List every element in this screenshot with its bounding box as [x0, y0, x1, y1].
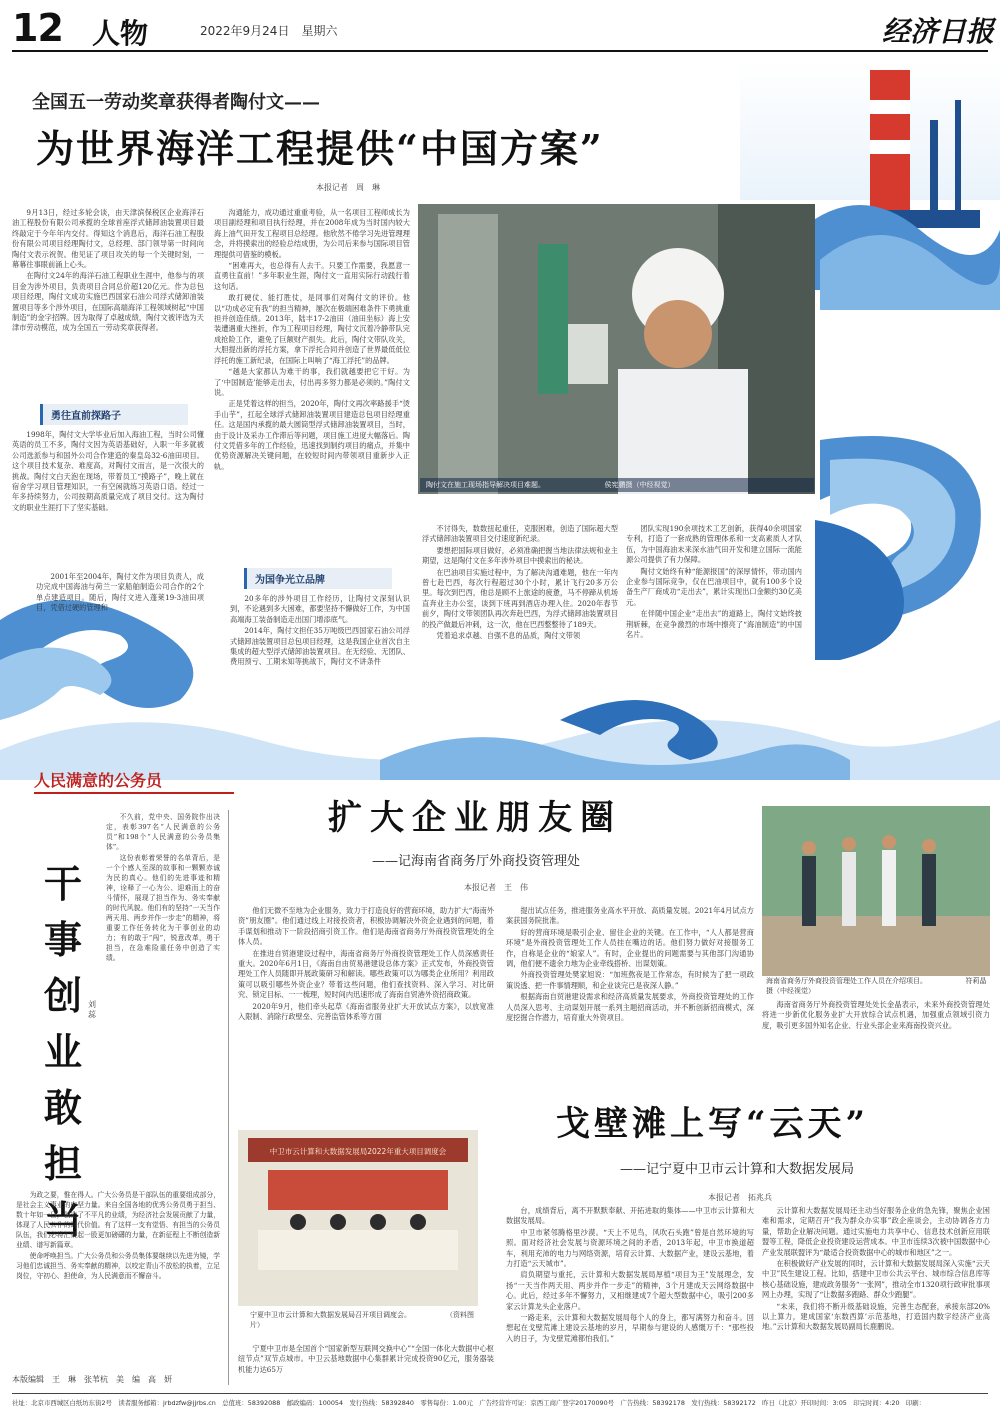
paragraph: 宁夏中卫市是全国首个“国家新型互联网交换中心”“全国一体化大数据中心枢纽节点”双节点城市。中卫云基地数据中心集群累计完成投资90亿元，服务器装机能力达65万 — [238, 1344, 494, 1374]
paragraph: 云计算和大数据发展局还主动当好服务企业的急先锋，聚焦企业困难和需求，定期召开“我为群众办实事”政企座谈会，主动协调各方力量，帮助企业解决问题。通过实施电力共享中心、信息技术创新应用联盟等工程，降低企业投资建设运营成本。中卫市连续3次被中国数据中心产业发展联盟评为“最适合投资数据中心的城市和地区”之一。 — [762, 1206, 990, 1257]
paragraph: 2014年，陶付文担任35万吨级巴西国家石油公司浮式储卸油装置项目总包项目经理，这是我国企业首次自主集成的超大型浮式储卸油装置项目。在无经验、无团队、费用预亏、工期未知等挑战下，陶付文不讲条件 — [230, 626, 410, 667]
paragraph: 陶付文始终有种“能源报国”的深厚情怀，带动国内企业参与国际竞争，仅在巴油项目中，就有100多个设备生产厂商成功“走出去”，累计实现出口金额约30亿美元。 — [626, 566, 802, 607]
article3-title: 扩大企业朋友圈 — [328, 798, 622, 838]
article1-byline: 本报记者 周 琳 — [316, 183, 380, 192]
paragraph: 在伴随中国企业“走出去”的道路上，陶付文始终披荆斩棘，在竞争激烈的市场中擦亮了“海油制造”的中国名片。 — [626, 609, 802, 640]
paragraph: 不讨得失，数数扭起重任，克服困难，创造了国际超大型浮式储卸油装置项目交付速度新纪录。 — [422, 524, 618, 544]
paragraph: 中卫市紧邻腾格里沙漠。“天上不见鸟，风吹石头跑”曾是自然环境的写照。面对经济社会发展与资源环境之间的矛盾，2013年起，中卫市换道超车，利用充沛的电力与网络资源，培育云计算、大数据产业，建设云基地，着力打造“云天城市”。 — [506, 1227, 754, 1269]
article1-col3 — [422, 524, 618, 696]
article1-col2 — [214, 208, 410, 544]
article1-kicker: 全国五一劳动奖章获得者陶付文—— — [32, 92, 320, 113]
article1-col1-intro — [12, 208, 204, 398]
article4-col1 — [506, 1206, 754, 1388]
article1-col1-body2 — [36, 572, 204, 676]
photo-banner-text: 中卫市云计算和大数据发展局2022年重大项目调度会 — [269, 1147, 447, 1156]
paragraph: 正是凭着这样的担当，2020年，陶付文再次率路援手“烫手山芋”，扛起全球浮式储卸油装置项目建造总包项目经理重任。这是国内承揽的最大圆筒型浮式储卸油装置项目，当时，由于设计及采办工作滞后等问题，项目施工进度大幅落后。陶付文凭借多年的工作经验，迅速找到制约项目的痛点，并集中优势资源解决关键问题，在较短时间内带领项目重新步入正轨。 — [214, 399, 410, 471]
paragraph: 肩负期望与重托，云计算和大数据发展局厚植“项目为王”发展理念，发扬“一天当作两天用、两步并作一步走”的精神，3个月建成天云网络数据中心。此后，经过多年不懈努力，又相继建成7个超大型数据中心，吸引200多家云计算龙头企业落户。 — [506, 1270, 754, 1311]
paragraph: 不久前，党中央、国务院作出决定，表彰397名“人民满意的公务员”和198个“人民满意的公务员集体”。 — [106, 813, 220, 851]
issue-date: 2022年9月24日 星期六 — [200, 24, 338, 38]
paragraph: 要想把国际项目做好，必须准确把握当地法律法规和业主期望，这是陶付文在多年涉外项目中摸索出的秘诀。 — [422, 545, 618, 566]
paragraph: 外商投资管理处樊家旭说：“加班熬夜是工作常态，有时候为了把一项政策说透、把一件事情理顺，和企业谈完已是夜深人静。” — [506, 970, 754, 990]
footer-info: 社址：北京市西城区白纸坊东街2号 读者服务邮箱：jrbdzfw@jjrbs.cn 总值班：58392088 邮政编码：100054 发行热线：58392840 零售每份：1.00元 广告经营许可证：京西工商广登字20170090号 广告热线：58392178 发行热线：58392172 昨日（北京）开印时间：3:05 印完时间：4:20 印刷： — [12, 1399, 926, 1407]
paragraph: 在巴油项目实施过程中，为了解决沟通难题，他在一年内曾七赴巴西，每次行程超过30个小时，累计飞行20多万公里。每次到巴西，他总是顾不上旅途的疲惫，马不停蹄从机场直奔业主办公室，谈到下班再到酒店办理入住。2020年春节前夕，陶付文带领团队再次奔赴巴西，为浮式储卸油装置项目的投产做最后冲刺，这一次，他在巴西整整待了189天。 — [422, 567, 618, 629]
page-number: 12 — [12, 6, 63, 50]
article2-vertical-title: 干事创业敢担当 — [44, 861, 83, 1242]
paragraph: 好的营商环境是吸引企业、留住企业的关键。在工作中，“人人都是营商环境”是外商投资管理处工作人员挂在嘴边的话。他们努力做好对接服务工作，自称是企业的“娘家人”。有时，企业提出的问题需要与其他部门沟通协调，他们便不遗余力地为企业牵线搭桥、出谋划策。 — [506, 927, 754, 969]
article3-col2 — [506, 906, 754, 1066]
article3-col1 — [238, 906, 494, 1056]
article1-subhead-1: 勇往直前探路子 — [40, 404, 188, 425]
header-rule — [12, 50, 988, 52]
paragraph: 1998年，陶付文大学毕业后加入海油工程，当时公司懂英语的员工不多，陶付文因为英语基础好，入职一年多就被公司选派参与和国外公司合作建造的秦皇岛32-6油田项目。这个项目技术复杂、难度高，对陶付文而言，是一次很大的挑战。陶付文白天泡在现场，带着员工“摸路子”，晚上就在宿舍学习项目管理知识，一有空闲就练习英语口语。经过一年多持续努力，公司按期高质量完成了项目交付。这为陶付文的职业生涯打下了坚实基础。 — [12, 430, 204, 512]
paragraph: 9月13日，经过多轮会谈，由天津滨保税区企业海洋石油工程股份有限公司承揽的全球首座浮式储卸油装置项目最终敲定于今年年内交付。得知这个消息后，海洋石油工程股份有限公司项目经理陶付文，总经理、部门领导第一时间向陶付文表示祝贺。他见证了项目攻关的每一个关键时刻，一幕幕往事眼前涌上心头。 — [12, 208, 204, 270]
paragraph: 20多年的涉外项目工作经历，让陶付文深刻认识到，不论遇到多大困难，都要坚持不懈做好工作，为中国高端海工装备制造走出国门增添底气。 — [230, 594, 410, 624]
article2-author: 刘蕊 — [88, 1000, 96, 1019]
paragraph: 凭着追求卓越、自强不息的品质，陶付文带领 — [436, 631, 581, 641]
article3-byline: 本报记者 王 伟 — [464, 883, 528, 892]
paragraph: 团队实现190余项技术工艺创新，获得40余项国家专利，打造了一套成熟的管理体系和一支高素质人才队伍，为中国海油未来深水油气田开发和建立国际一流能源公司提供了有力保障。 — [626, 524, 802, 565]
paragraph: “困难再大，也总得有人去干。只要工作需要，我愿意一直勇往直前！”多年职业生涯，陶付文一直用实际行动践行着这句话。 — [214, 261, 410, 291]
paragraph: “未来，我们将不断升级基础设施，完善生态配套，承接东部20%以上算力，建成国家‘东数西算’示范基地，打造国内数字经济产业高地。”云计算和大数据发展局副局长鹿鹏说。 — [762, 1301, 990, 1332]
article4-title: 戈壁滩上写“云天” — [556, 1104, 870, 1144]
article4-byline: 本报记者 拓兆兵 — [708, 1193, 772, 1202]
article1-col1-body — [12, 430, 204, 570]
paragraph: 为政之要，惟在得人。广大公务员是干部队伍的重要组成部分，是社会主义事业的中坚力量。来自全国各地的优秀公务员勇于担当、数十年如一日，创造了不平凡的业绩，为经济社会发展贡献了力量，体现了人民公仆的时代价值。有了这样一支有觉悟、有担当的公务员队伍，我们必将汇聚起一股更加磅礴的力量，在新征程上不断创造新业绩、谱写新篇章。 — [16, 1191, 220, 1249]
article4-photo — [238, 1130, 478, 1306]
paragraph: 海南省商务厅外商投资管理处处长金晶表示，未来外商投资管理处将进一步新优化服务业扩大开放综合试点机遇，加强重点领域引资力度，吸引更多国外知名企业、行业头部企业来海南投资兴业。 — [762, 1000, 990, 1030]
article4-subtitle: ——记宁夏中卫市云计算和大数据发展局 — [620, 1162, 855, 1177]
newspaper-logo: 经济日报 — [882, 15, 995, 48]
article2-body-top — [106, 812, 220, 1182]
section-rule — [34, 792, 234, 794]
article3-photo-caption: 海南省商务厅外商投资管理处工作人员在介绍项目。 符莉晶摄（中经视觉） — [766, 977, 987, 995]
article1-col2-bottom — [230, 594, 410, 706]
footer-editors: 本版编辑 王 琳 张苇杭 美 编 高 妍 — [12, 1375, 172, 1384]
footer-rule — [12, 1393, 988, 1394]
paragraph: “越是大家都认为难干的事，我们就越要把它干好。为了‘中国制造’能够走出去，付出再多努力都是必须的。”陶付文说。 — [214, 367, 410, 397]
paragraph: 一路走来，云计算和大数据发展局每个人的身上，都写满努力和奋斗。回想起在戈壁荒滩上建设云基地的岁月，早期参与建设的人感慨万千：“那些投入的日子，为戈壁荒滩都怕我们。” — [506, 1313, 754, 1343]
paragraph: 在推进自贸港建设过程中，海南省商务厅外商投资管理处工作人员深感责任重大。2020年6月1日，《海南自由贸易港建设总体方案》正式发布，外商投资管理处工作人员随即开展政策研习和解读。哪些政策可以为哪类企业所用？利用政策可以吸引哪些外资企业？带着这些问题，他们查找资料、深入学习、对比研究、锁定目标、一一梳理，短时间内迅速形成了海南自贸港外资招商政策。 — [238, 948, 494, 1000]
paragraph: 2001年至2004年，陶付文作为项目负责人，成功完成中国海油与荷兰一家船舶制造公司合作的2个单点建造项目。随后，陶付文进入蓬莱19-3油田项目，凭借过硬的管理和 — [36, 572, 204, 613]
paragraph: 提出试点任务，推进服务业高水平开放、高质量发展。2021年4月试点方案获国务院批准。 — [506, 906, 754, 926]
paragraph: 敢打硬仗、能打胜仗，是同事们对陶付文的评价。他以“功成必定有我”的担当精神，屡次在极端困难条件下勇挑重担并创造佳绩。2013年，陆丰17-2油田（油田坐标）海上安装遭遇重大挫折，作为工程项目经理，陶付文沉着冷静带队完成抢险工作，避免了巨额财产损失。此后，陶付文带队攻关，大胆提出新的浮托方案，拿下浮托合同并创造了世界最低低位浮托的施工新纪录，在国际上叫响了“海工浮托”的品牌。 — [214, 293, 410, 365]
article1-title: 为世界海洋工程提供“中国方案” — [36, 126, 604, 171]
article4-photo-caption: 宁夏中卫市云计算和大数据发展局召开项目调度会。 （资料图片） — [250, 1311, 474, 1329]
paragraph: 台，成绩背后，离不开默默奉献、开拓进取的集体——中卫市云计算和大数据发展局。 — [506, 1206, 754, 1226]
article4-col0 — [238, 1344, 494, 1388]
paragraph: 沟通能力，成功通过重重考验，从一名项目工程师成长为项目副经理和项目执行经理，并在2008年成为当时国内较大海上油气田开发工程项目总经理。他欣然不倦学习先进管理理念，并将摸索出的经验总结成册，为公司后来参与国际项目管理提供可借鉴的模板。 — [214, 208, 410, 259]
article1-subhead-2: 为国争光立品牌 — [244, 568, 392, 589]
article3-photo — [762, 806, 990, 976]
article1-col4 — [626, 524, 802, 696]
column-divider — [228, 810, 229, 1385]
paragraph: 根据海南自贸港建设需求和经济高质量发展要求，外商投资管理处的工作人员深入思考、主动谋划开展一系列主题招商活动，并不断创新招商模式，深度挖掘合作潜力，培育重大外资项目。 — [506, 992, 754, 1023]
article4-col2 — [762, 1206, 990, 1388]
paragraph: 在积极做好产业发展的同时，云计算和大数据发展局深入实施“云天中卫”民生建设工程。比如，搭建中卫市公共云平台、城市综合信息库等核心基础设施，建成政务服务“一张网”，推动全市1320项行政审批事项网上办理，实现了“让数据多跑路、群众少跑腿”。 — [762, 1259, 990, 1300]
section-title: 人物 — [92, 17, 149, 50]
paragraph: 这份表彰着荣誉的名单背后，是一个个感人至深的故事和一颗颗赤诚为民的真心。他们的先进事迹和精神，诠释了一心为公、迎难而上的奋斗情怀，展现了担当作为、务实奉献的时代风貌。他们有的坚持“一天当作两天用、两步并作一步走”的精神，将重要工作任务转化为干事创业的动力；有的敢于“闯”，锐意改革，勇于担当，在急难险重任务中创造了实绩。 — [106, 854, 220, 962]
paragraph: 在陶付文24年的海洋石油工程职业生涯中，他参与的项目金为涉外项目，负责项目合同总价超120亿元。作为总包项目经理，陶付文成功实施巴西国家石油公司浮式储卸油装置项目等多个涉外项目，在国际高端海洋工程领域树起“中国制造”的金字招牌。因为取得了卓越成绩，陶付文被评选为天津市劳动模范，成为全国五一劳动奖章获得者。 — [12, 271, 204, 333]
paragraph: 使命呼唤担当。广大公务员和公务员集体要继续以先进为镜，学习他们忠诚担当、务实奉献的精神，以咬定青山不放松的执着，立足岗位，守初心、担使命，为人民满意而不懈奋斗。 — [16, 1252, 220, 1280]
article2-body-bottom — [16, 1190, 220, 1365]
article1-photo-caption: 陶付文在施工现场指导解决项目难题。 侯宪鹏摄（中经视觉） — [420, 478, 814, 492]
article1-photo — [418, 204, 815, 494]
paragraph: 2020年9月，他们牵头起草《海南省服务业扩大开放试点方案》，以放宽准入限制、消除行政壁垒、完善监管体系等方面 — [238, 1001, 494, 1022]
article3-col3 — [762, 1000, 990, 1070]
paragraph: 他们无微不至地为企业服务，致力于打造良好的营商环境，助力扩大“海南外资”朋友圈”。他们通过线上对接投资者，积极协调解决外资企业遇到的问题，着手谋划和推动下一阶段招商引资工作。他们是海南省商务厅外商投资管理处的全体人员。 — [238, 906, 494, 947]
article3-subtitle: ——记海南省商务厅外商投资管理处 — [372, 854, 581, 869]
article2-section-label: 人民满意的公务员 — [34, 771, 163, 790]
